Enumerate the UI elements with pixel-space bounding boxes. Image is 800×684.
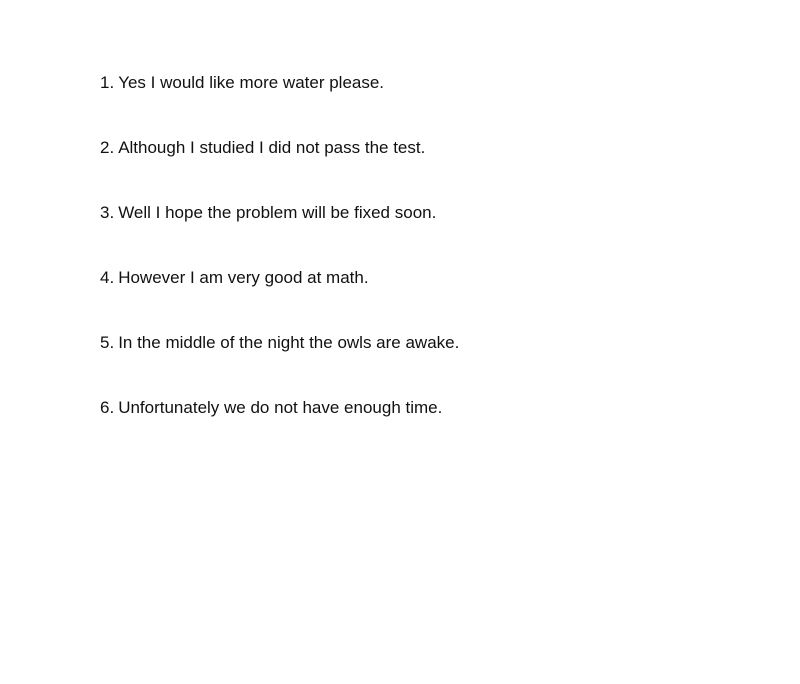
sentence-number: 4. [100,268,115,287]
sentence-item [100,398,459,463]
sentence-item [100,333,459,398]
sentence-number: 3. [100,203,115,222]
sentence-text: Unfortunately we do not have enough time. [118,398,443,417]
sentence-number: 1. [100,73,115,92]
sentence-item [100,138,459,203]
sentence-list [100,73,459,463]
sentence-number: 2. [100,138,115,157]
sentence-item [100,73,459,138]
sentence-text: Although I studied I did not pass the test. [118,138,426,157]
sentence-item [100,203,459,268]
sentence-text: Well I hope the problem will be fixed soon. [118,203,437,222]
sentence-number: 6. [100,398,115,417]
sentence-text: Yes I would like more water please. [118,73,385,92]
sentence-text: In the middle of the night the owls are awake. [118,333,460,352]
sentence-item [100,268,459,333]
sentence-number: 5. [100,333,115,352]
sentence-text: However I am very good at math. [118,268,369,287]
